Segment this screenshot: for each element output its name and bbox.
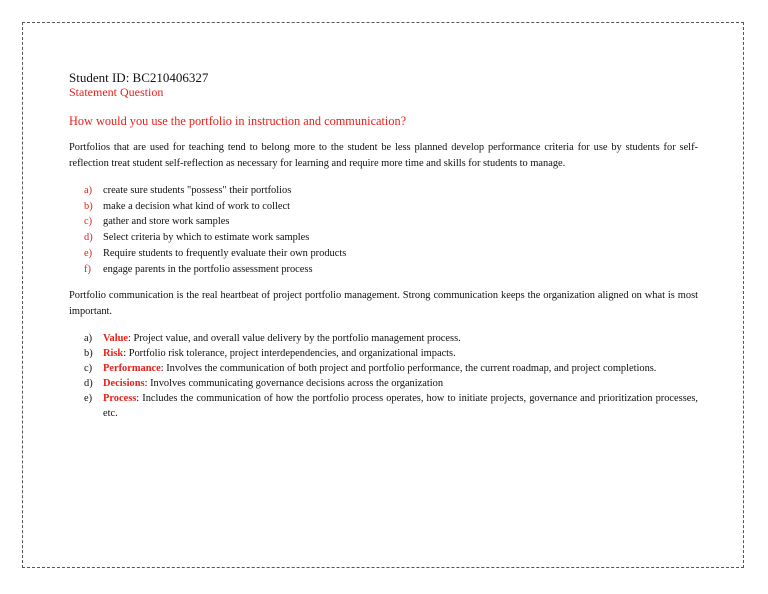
term-description: : Project value, and overall value delivery by the portfolio management process. [128, 333, 461, 345]
term-description: : Involves the communication of both project and portfolio performance, the current roadmap, and project completions. [160, 363, 657, 375]
instruction-list [69, 183, 698, 277]
term-risk: Risk [103, 348, 124, 360]
list-item [84, 230, 698, 246]
list-marker: d) [84, 378, 93, 390]
list-marker: f) [84, 263, 91, 275]
term-description: : Involves communicating governance decisions across the organization [144, 378, 444, 390]
list-marker: e) [84, 247, 93, 259]
list-item-text: engage parents in the portfolio assessment process [103, 263, 313, 275]
list-item-text: Require students to frequently evaluate their own products [103, 247, 347, 259]
term-decisions: Decisions [103, 378, 145, 390]
list-item-text: gather and store work samples [103, 216, 230, 228]
list-item [84, 199, 698, 215]
list-item-text [103, 346, 698, 361]
term-description: : Portfolio risk tolerance, project interdependencies, and organizational impacts. [123, 348, 456, 360]
list-item [84, 183, 698, 199]
list-item-text [103, 376, 698, 391]
list-item-text [103, 391, 698, 421]
statement-question-label: Statement Question [69, 85, 164, 99]
list-item [84, 214, 698, 230]
list-item [84, 262, 698, 278]
intro-paragraph: Portfolios that are used for teaching tend to belong more to the student be less planned develop performance criteria for use by students for self-reflection treat student self-reflection as necessary for learning and require more time and skills for students to manage. [69, 142, 698, 169]
list-item [84, 346, 698, 361]
term-value: Value [103, 333, 129, 345]
list-item [84, 391, 698, 421]
question-heading: How would you use the portfolio in instruction and communication? [69, 114, 407, 128]
list-marker: a) [84, 185, 93, 196]
student-id: Student ID: BC210406327 [69, 70, 209, 85]
document-body [69, 70, 698, 421]
list-marker: a) [84, 333, 93, 345]
list-item [84, 246, 698, 262]
communication-paragraph: Portfolio communication is the real heartbeat of project portfolio management. Strong communication keeps the organization aligned on what is most important. [69, 290, 698, 318]
list-marker: d) [84, 232, 93, 244]
communication-list [69, 331, 698, 421]
list-marker: b) [84, 348, 93, 360]
list-item [84, 331, 698, 346]
list-marker: e) [84, 393, 93, 405]
list-item [84, 361, 698, 376]
list-item [84, 376, 698, 391]
list-item-text [103, 361, 698, 376]
list-item-text: Select criteria by which to estimate work samples [103, 232, 310, 244]
term-description: : Includes the communication of how the portfolio process operates, how to initiate projects, governance and prioritization processes, etc. [103, 393, 698, 420]
list-marker: c) [84, 216, 93, 228]
list-item-text: create sure students "possess" their portfolios [103, 185, 292, 196]
list-marker: c) [84, 363, 93, 375]
list-item-text: make a decision what kind of work to collect [103, 200, 290, 212]
list-marker: b) [84, 200, 93, 212]
term-performance: Performance [103, 363, 161, 375]
term-process: Process [103, 393, 137, 405]
list-item-text [103, 331, 698, 346]
